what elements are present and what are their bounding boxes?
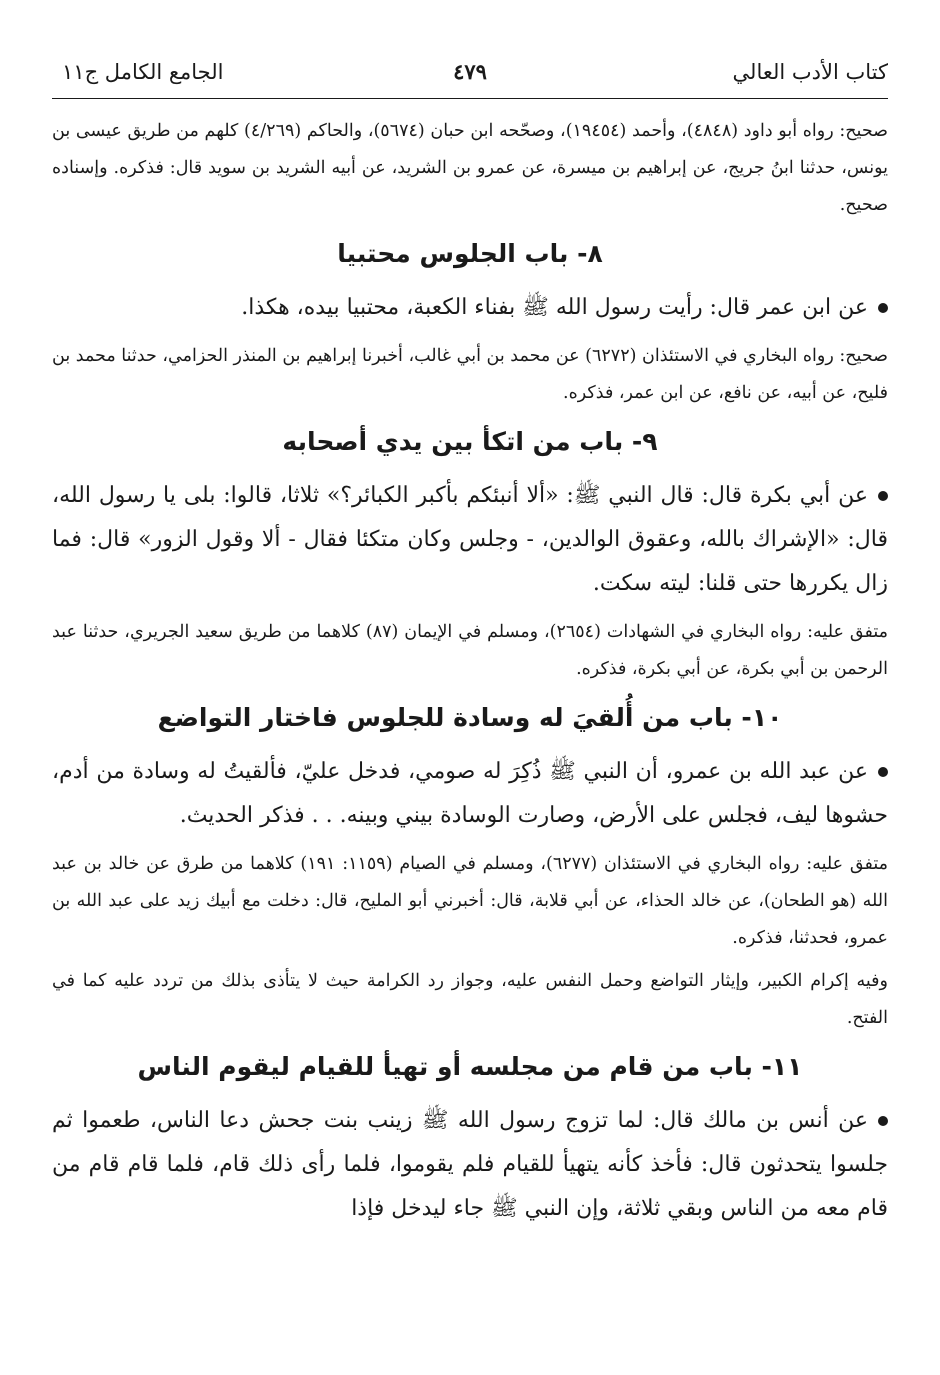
commentary-note: وفيه إكرام الكبير، وإيثار التواضع وحمل النفس عليه، وجواز رد الكرامة حيث لا يتأذى بذلك من تردد عليه كما في الفتح. xyxy=(52,971,888,1028)
bullet-icon xyxy=(878,303,888,313)
chapter-heading: ١١- باب من قام من مجلسه أو تهيأ للقيام ليقوم الناس xyxy=(137,1052,803,1081)
takhrij-note: متفق عليه: رواه البخاري في الشهادات (٢٦٥٤)، ومسلم في الإيمان (٨٧) كلاهما من طريق سعيد الجريري، حدثنا عبد الرحمن بن أبي بكرة، عن أبي بكرة، فذكره. xyxy=(52,622,888,679)
hadith-body: عن عبد الله بن عمرو، أن النبي ﷺ ذُكِرَ له صومي، فدخل عليّ، فألقيتُ له وسادة من أدم، حشوها ليف، فجلس على الأرض، وصارت الوسادة بيني وبينه. . . فذكر الحديث. xyxy=(52,759,888,828)
volume-title: الجامع الكامل ج١١ xyxy=(62,60,224,84)
bullet-icon xyxy=(878,1116,888,1126)
hadith-body: عن ابن عمر قال: رأيت رسول الله ﷺ بفناء الكعبة، محتبيا بيده، هكذا. xyxy=(241,295,868,320)
chapter-heading: ٨- باب الجلوس محتبيا xyxy=(337,239,603,268)
takhrij-note: صحيح: رواه البخاري في الاستئذان (٦٢٧٢) عن محمد بن أبي غالب، أخبرنا إبراهيم بن المنذر الحزامي، حدثنا محمد بن فليح، عن أبيه، عن نافع، عن ابن عمر، فذكره. xyxy=(52,346,888,403)
running-header xyxy=(52,58,888,98)
bullet-icon xyxy=(878,491,888,501)
takhrij-note: متفق عليه: رواه البخاري في الاستئذان (٦٢٧٧)، ومسلم في الصيام (١١٥٩: ١٩١) كلاهما من طرق عن خالد بن عبد الله (هو الطحان)، عن خالد الحذاء، عن أبي قلابة، قال: أخبرني أبو المليح، قال: دخلت مع أبيك زيد على عبد الله بن عمرو، فحدثنا، فذكره. xyxy=(52,854,888,948)
book-title: كتاب الأدب العالي xyxy=(732,60,888,84)
page-number: ٤٧٩ xyxy=(453,59,487,84)
hadith-body: عن أنس بن مالك قال: لما تزوج رسول الله ﷺ زينب بنت جحش دعا الناس، طعموا ثم جلسوا يتحدثون قال: فأخذ كأنه يتهيأ للقيام فلم يقوموا، فلما رأى ذلك قام، فلما قام قام من قام معه من الناس وبقي ثلاثة، وإن النبي ﷺ جاء ليدخل فإذا xyxy=(52,1108,888,1221)
chapter-heading: ٩- باب من اتكأ بين يدي أصحابه xyxy=(282,427,658,456)
header-rule xyxy=(52,98,888,99)
chapter-heading: ١٠- باب من أُلقيَ له وسادة للجلوس فاختار التواضع xyxy=(157,703,783,732)
takhrij-note: صحيح: رواه أبو داود (٤٨٤٨)، وأحمد (١٩٤٥٤)، وصحّحه ابن حبان (٥٦٧٤)، والحاكم (٤/٢٦٩) كلهم من طريق عيسى بن يونس، حدثنا ابنُ جريج، عن إبراهيم بن ميسرة، عن عمرو بن الشريد، عن أبيه الشريد بن سويد قال: فذكره. وإسناده صحيح. xyxy=(52,121,888,215)
hadith-text xyxy=(52,286,888,330)
bullet-icon xyxy=(878,767,888,777)
hadith-text xyxy=(52,474,888,606)
hadith-text xyxy=(52,750,888,838)
hadith-body: عن أبي بكرة قال: قال النبي ﷺ: «ألا أنبئكم بأكبر الكبائر؟» ثلاثا، قالوا: بلى يا رسول الله، قال: «الإشراك بالله، وعقوق الوالدين، - وجلس وكان متكئا فقال - ألا وقول الزور» قال: فما زال يكررها حتى قلنا: ليته سكت. xyxy=(52,483,888,596)
hadith-text xyxy=(52,1099,888,1231)
